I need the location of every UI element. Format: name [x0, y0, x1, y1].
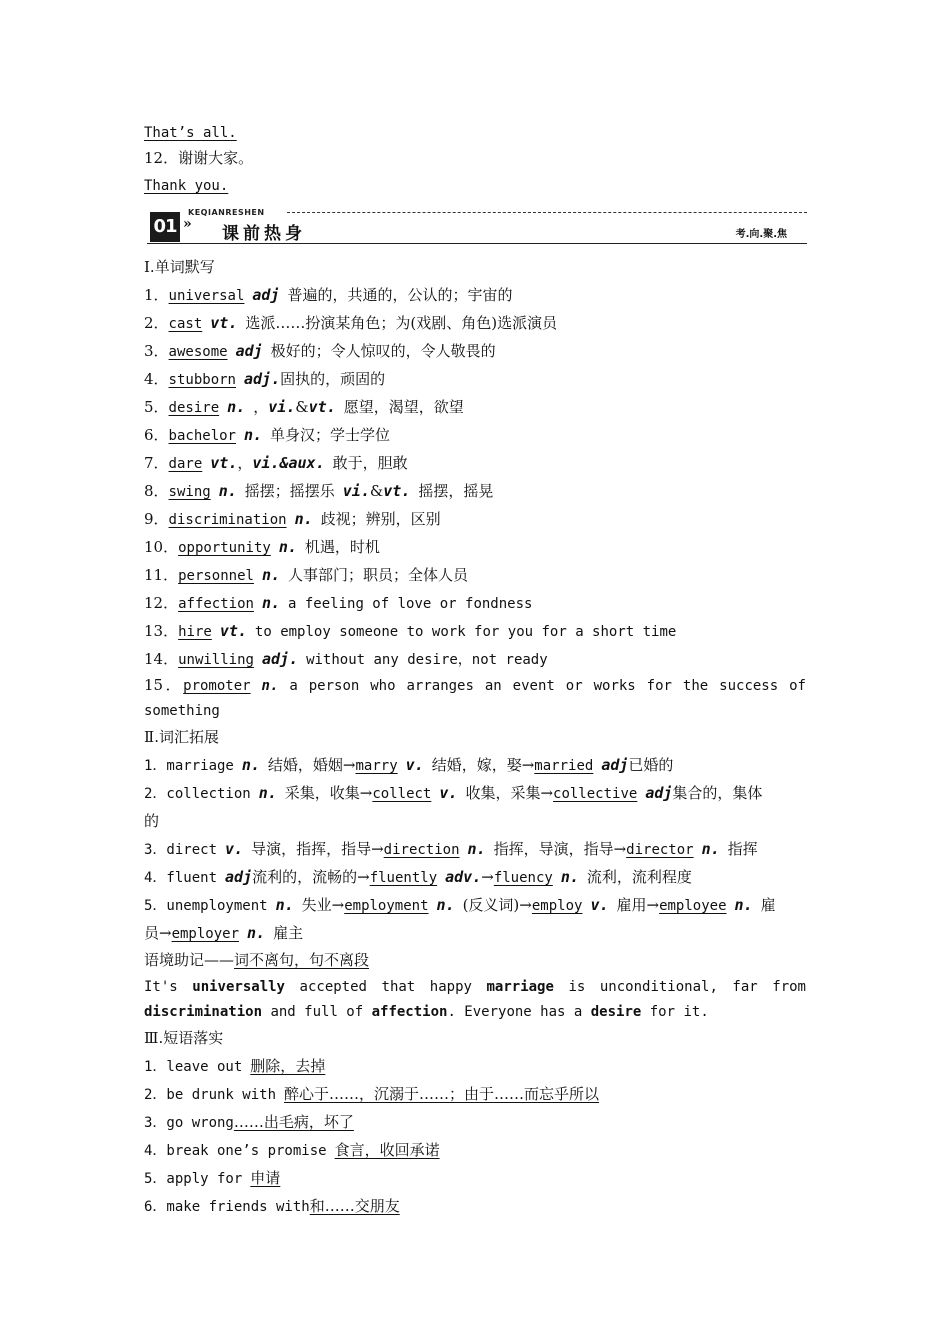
- vocab-item: 5．desire n. ，vi.&vt. 愿望，渴望，欲望: [144, 398, 464, 416]
- vocab-item: 12．affection n. a feeling of love or fondness: [144, 594, 533, 612]
- section-1-heading: Ⅰ.单词默写: [144, 258, 215, 276]
- vocab-item: 6．bachelor n. 单身汉；学士学位: [144, 426, 391, 444]
- item-12-line: 12．谢谢大家。: [144, 149, 254, 167]
- derivation-line: 5．unemployment n. 失业→employment n. (反义词)→employ v. 雇用→employee n. 雇: [144, 896, 776, 914]
- section-3-heading: Ⅲ.短语落实: [144, 1029, 224, 1047]
- thats-all-line: That’s all.: [144, 125, 237, 141]
- phrase-item: 6．make friends with和……交朋友: [144, 1197, 400, 1215]
- double-chevron-icon: »: [183, 216, 192, 232]
- derivation-line-continued: 员→employer n. 雇主: [144, 924, 304, 942]
- derivation-line: 1．marriage n. 结婚，婚姻→marry v. 结婚，嫁，娶→married adj已婚的: [144, 756, 674, 774]
- section-number-badge: 01: [150, 212, 180, 242]
- banner-right-label: 考.向.聚.焦: [735, 229, 787, 240]
- section-banner: [147, 206, 807, 246]
- example-sentence: It's universally accepted that happy marriage is unconditional, far from discrimination and full of affection. Everyone has a desire for it.: [144, 979, 806, 1020]
- phrase-item: 5．apply for 申请: [144, 1169, 281, 1187]
- vocab-item: 13．hire vt. to employ someone to work for you for a short time: [144, 622, 677, 640]
- vocab-item: 11．personnel n. 人事部门；职员；全体人员: [144, 566, 469, 584]
- vocab-item: [144, 285, 513, 306]
- vocab-item: 3．awesome adj 极好的；令人惊叹的，令人敬畏的: [144, 342, 496, 360]
- section-2-heading: Ⅱ.词汇拓展: [144, 728, 219, 746]
- derivation-line: 4．fluent adj流利的，流畅的→fluently adv.→fluency n. 流利，流利程度: [144, 868, 692, 886]
- vocab-item: 8．swing n. 摇摆；摇摆乐 vi.&vt. 摇摆，摇晃: [144, 482, 494, 500]
- derivation-line-continued: 的: [144, 812, 160, 830]
- vocab-item: 9．discrimination n. 歧视；辨别，区别: [144, 510, 441, 528]
- phrase-item: 2．be drunk with 醉心于……，沉溺于……；由于……而忘乎所以: [144, 1085, 600, 1103]
- vocab-item: 7．dare vt.，vi.&aux. 敢于，胆敢: [144, 454, 408, 472]
- phrase-item: 1．leave out 删除，去掉: [144, 1057, 326, 1075]
- derivation-line: 2．collection n. 采集，收集→collect v. 收集，采集→collective adj集合的，集体: [144, 784, 763, 802]
- banner-pinyin: KEQIANRESHEN: [188, 208, 265, 217]
- vocab-item: 2．cast vt. 选派……扮演某角色；为(戏剧、角色)选派演员: [144, 314, 558, 332]
- banner-dotted-line: [287, 212, 807, 213]
- banner-title: 课前热身: [222, 224, 306, 244]
- vocab-item: 4．stubborn adj.固执的，顽固的: [144, 370, 386, 388]
- vocab-item: 10．opportunity n. 机遇，时机: [144, 538, 380, 556]
- banner-rule: [147, 243, 807, 244]
- context-label: 语境助记——: [144, 951, 235, 969]
- phrase-item: 4．break one’s promise 食言，收回承诺: [144, 1141, 440, 1159]
- context-tip-line: [144, 950, 369, 970]
- phrase-item: 3．go wrong……出毛病，坏了: [144, 1113, 354, 1131]
- context-tip: 词不离句，句不离段: [234, 951, 370, 969]
- vocab-item-15: 15．promoter n. a person who arranges an event or works for the success of something: [144, 676, 806, 719]
- vocab-item: 14．unwilling adj. without any desire，not ready: [144, 650, 548, 668]
- meaning: 普遍的，共通的，公认的；宇宙的: [287, 286, 513, 304]
- answer-word: universal: [168, 288, 245, 304]
- part-of-speech: adj: [252, 286, 280, 304]
- derivation-line: 3．direct v. 导演，指挥，指导→direction n. 指挥，导演，指导→director n. 指挥: [144, 840, 758, 858]
- item-number: 1．: [144, 286, 169, 304]
- thank-you-line: Thank you.: [144, 178, 229, 194]
